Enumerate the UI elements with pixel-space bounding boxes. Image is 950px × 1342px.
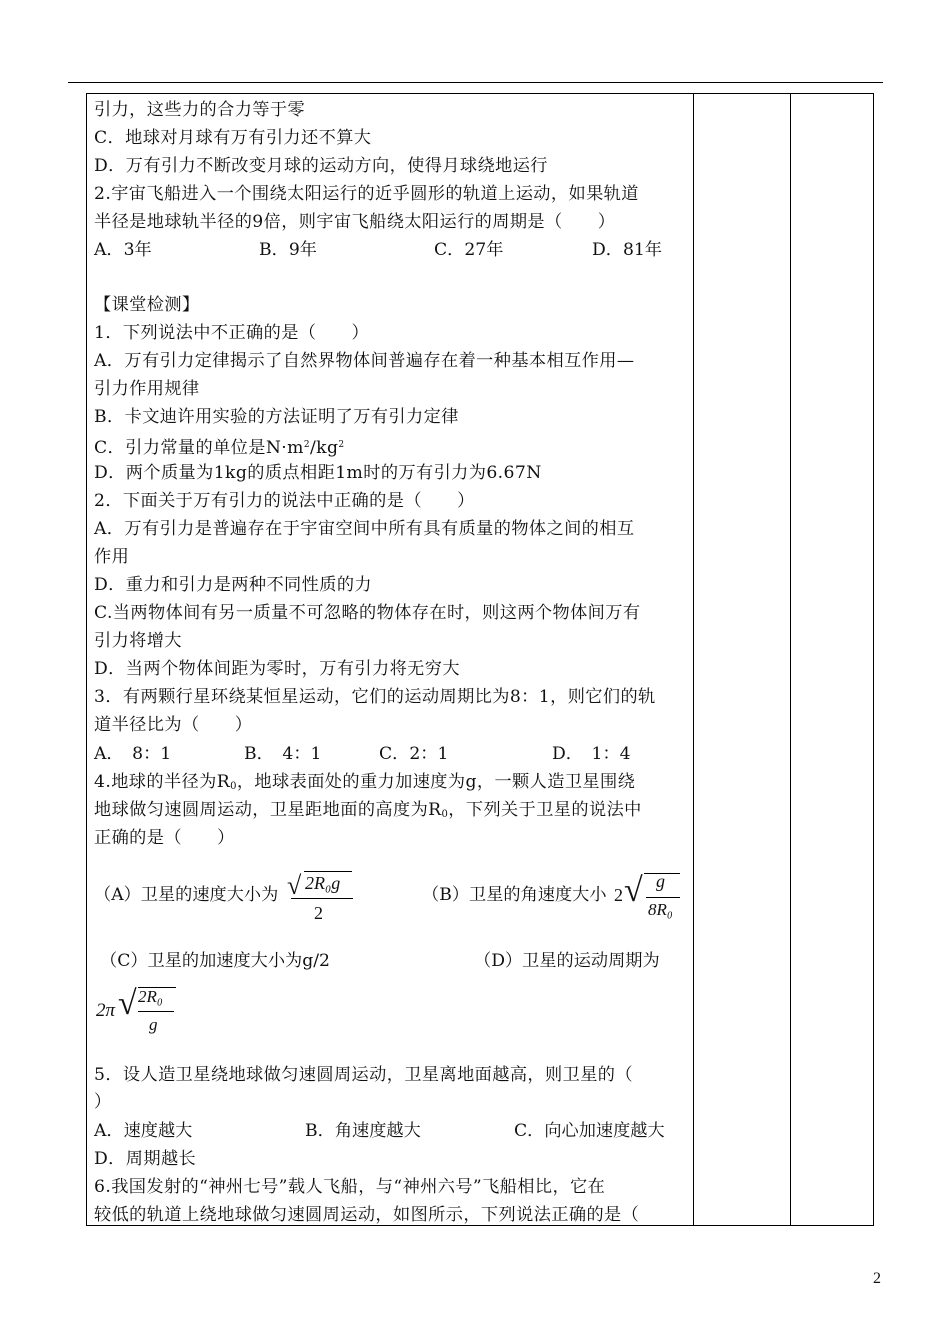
- text-line: C．地球对月球有万有引力还不算大: [94, 128, 372, 148]
- option-b: B．9年: [259, 240, 317, 260]
- text-line: 半径是地球轨半径的9倍，则宇宙飞船绕太阳运行的周期是（ ）: [94, 212, 616, 232]
- text-line: 4.地球的半径为$R_0$，地球表面处的重力加速度为g，一颗人造卫星围绕: [94, 772, 636, 792]
- text-line: ）: [94, 1092, 112, 1112]
- text-line: C.当两物体间有另一质量不可忽略的物体存在时，则这两个物体间万有: [94, 603, 641, 623]
- option-b: B． 4：1: [244, 744, 322, 764]
- option-b: B．角速度越大: [305, 1121, 421, 1141]
- text-line: 2．下面关于万有引力的说法中正确的是（ ）: [94, 491, 475, 511]
- text-line: D．重力和引力是两种不同性质的力: [94, 575, 372, 595]
- text-line: 正确的是（ ）: [94, 828, 235, 848]
- option-d: D．周期越长: [94, 1149, 197, 1169]
- option-a: A．速度越大: [94, 1121, 193, 1141]
- option-a-text: （A）卫星的速度大小为: [94, 885, 279, 905]
- text-line: 1．下列说法中不正确的是（ ）: [94, 323, 370, 343]
- option-a: A．3年: [94, 240, 152, 260]
- text-line: 5．设人造卫星绕地球做匀速圆周运动，卫星离地面越高，则卫星的（: [94, 1065, 633, 1085]
- text-line: B．卡文迪许用实验的方法证明了万有引力定律: [94, 407, 459, 427]
- option-c-text: （C）卫星的加速度大小为g/2: [100, 951, 330, 971]
- option-c: C．向心加速度越大: [514, 1121, 665, 1141]
- column-divider-1: [693, 94, 694, 1225]
- option-a: A． 8：1: [94, 744, 172, 764]
- text-line: A．万有引力定律揭示了自然界物体间普遍存在着一种基本相互作用—: [94, 351, 635, 371]
- text-line: 引力，这些力的合力等于零: [94, 100, 306, 120]
- text-line: 较低的轨道上绕地球做匀速圆周运动，如图所示，下列说法正确的是（: [94, 1205, 640, 1225]
- text-line: 2.宇宙飞船进入一个围绕太阳运行的近乎圆形的轨道上运动，如果轨道: [94, 184, 639, 204]
- text-line: 地球做匀速圆周运动，卫星距地面的高度为$R_0$，下列关于卫星的说法中: [94, 800, 642, 820]
- section-title: 【课堂检测】: [94, 295, 200, 315]
- option-b-text: （B）卫星的角速度大小: [422, 885, 607, 905]
- text-line: D．当两个物体间距为零时，万有引力将无穷大: [94, 659, 460, 679]
- text-line: 作用: [94, 547, 130, 567]
- formula-a: √ 2R₀g 2: [287, 869, 359, 929]
- option-d: D．81年: [592, 240, 663, 260]
- option-d-text: （D）卫星的运动周期为: [474, 951, 660, 971]
- text-line: 引力将增大: [94, 631, 182, 651]
- option-d: D． 1：4: [552, 744, 631, 764]
- formula-d: 2π √ 2R₀ g: [94, 978, 184, 1044]
- option-c: C．27年: [434, 240, 504, 260]
- page-number: 2: [873, 1270, 881, 1287]
- formula-b: 2 √ g 8R₀: [614, 867, 684, 931]
- text-line: D．万有引力不断改变月球的运动方向，使得月球绕地运行: [94, 156, 548, 176]
- option-c: C．2：1: [379, 744, 449, 764]
- header-rule: [68, 82, 883, 83]
- text-line: C．引力常量的单位是$N\cdot m^2/kg^2$: [94, 438, 345, 458]
- text-line: D．两个质量为1kg的质点相距1m时的万有引力为6.67N: [94, 463, 542, 483]
- column-divider-2: [790, 94, 791, 1225]
- text-line: 6.我国发射的“神州七号”载人飞船，与“神州六号”飞船相比，它在: [94, 1177, 606, 1197]
- text-line: 3．有两颗行星环绕某恒星运动，它们的运动周期比为8：1，则它们的轨: [94, 687, 656, 707]
- text-line: 道半径比为（ ）: [94, 715, 253, 735]
- text-line: 引力作用规律: [94, 379, 200, 399]
- text-line: A．万有引力是普遍存在于宇宙空间中所有具有质量的物体之间的相互: [94, 519, 635, 539]
